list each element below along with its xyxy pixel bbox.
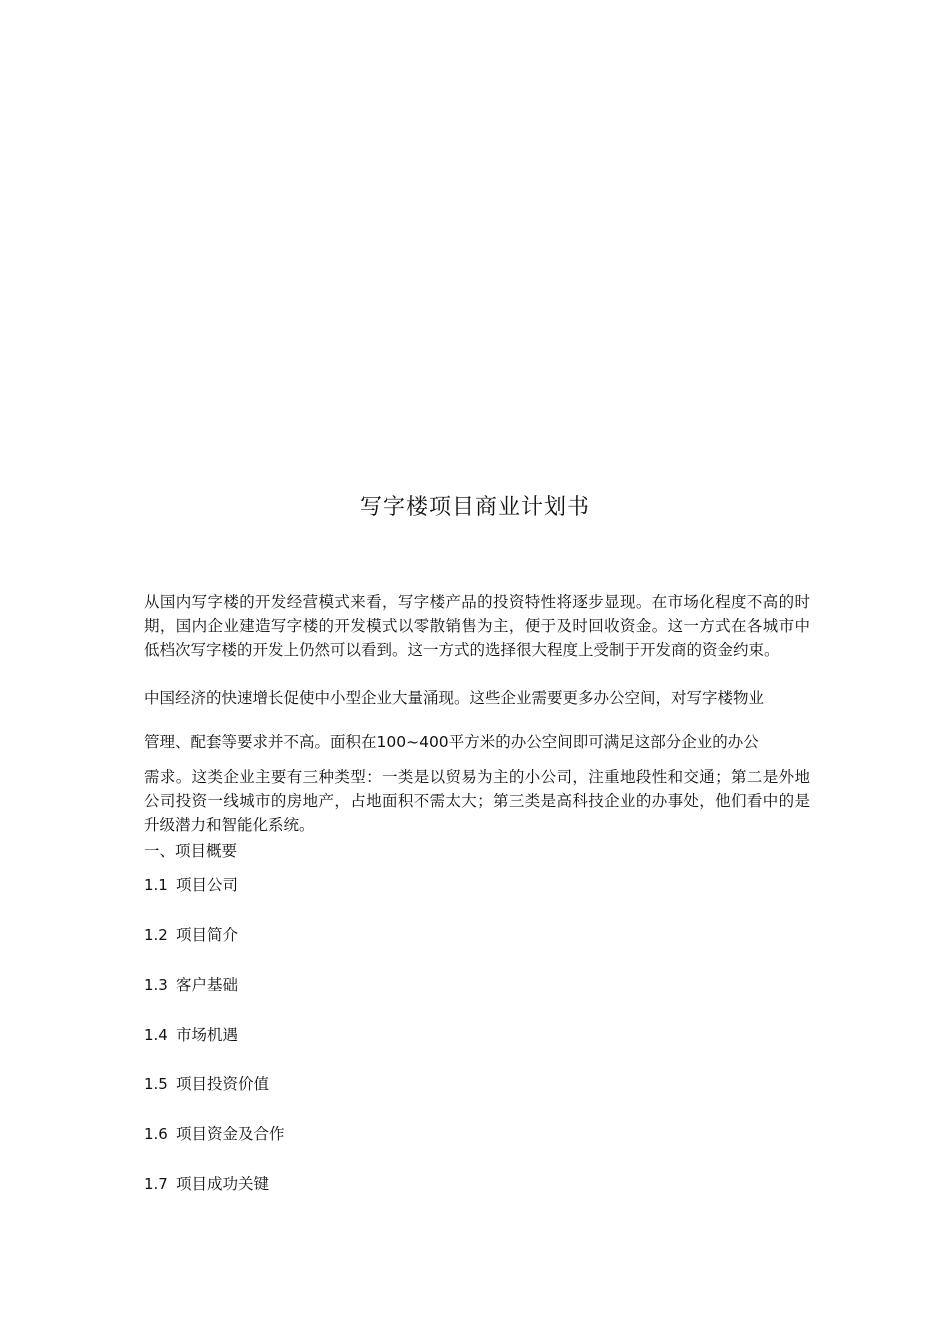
toc-item [144,1072,269,1096]
paragraph2-line2 [144,730,810,754]
paragraph2-line2-suffix: 平方米的办公空间即可满足这部分企业的办公 [448,733,759,751]
toc-item-label: 项目资金及合作 [176,1125,285,1143]
paragraph2-line2-prefix: 管理、配套等要求并不高。面积在 [144,733,377,751]
toc-item-label: 项目公司 [176,876,239,894]
toc-item-label: 项目投资价值 [176,1075,270,1093]
toc-item-label: 市场机遇 [176,1026,239,1044]
toc-item-number: 1.6 [144,1125,168,1143]
toc-item [144,1122,285,1146]
toc-item [144,873,238,897]
toc-item-number: 1.4 [144,1026,168,1044]
toc-item-number: 1.1 [144,876,168,894]
toc-item-number: 1.3 [144,976,168,994]
toc-item-number: 1.5 [144,1075,168,1093]
toc-item-label: 项目成功关键 [176,1175,270,1193]
toc-item [144,923,238,947]
toc-item-number: 1.7 [144,1175,168,1193]
toc-item [144,973,238,997]
intro-paragraph: 从国内写字楼的开发经营模式来看，写字楼产品的投资特性将逐步显现。在市场化程度不高的时期，国内企业建造写字楼的开发模式以零散销售为主，便于及时回收资金。这一方式在各城市中低档次写字楼的开发上仍然可以看到。这一方式的选择很大程度上受制于开发商的资金约束。 [144,593,810,659]
document-title: 写字楼项目商业计划书 [359,495,590,520]
section-heading: 一、项目概要 [144,842,238,860]
paragraph2-rest: 需求。这类企业主要有三种类型：一类是以贸易为主的小公司，注重地段性和交通；第二是外地公司投资一线城市的房地产，占地面积不需太大；第三类是高科技企业的办事处，他们看中的是升级潜力和智能化系统。 [144,768,810,834]
toc-item-label: 项目简介 [176,926,239,944]
toc-item-label: 客户基础 [176,976,239,994]
area-range-number: 100~400 [376,733,449,751]
toc-item [144,1023,238,1047]
toc-item-number: 1.2 [144,926,168,944]
toc-item [144,1172,269,1196]
paragraph2-line1: 中国经济的快速增长促使中小型企业大量涌现。这些企业需要更多办公空间，对写字楼物业 [144,689,765,707]
